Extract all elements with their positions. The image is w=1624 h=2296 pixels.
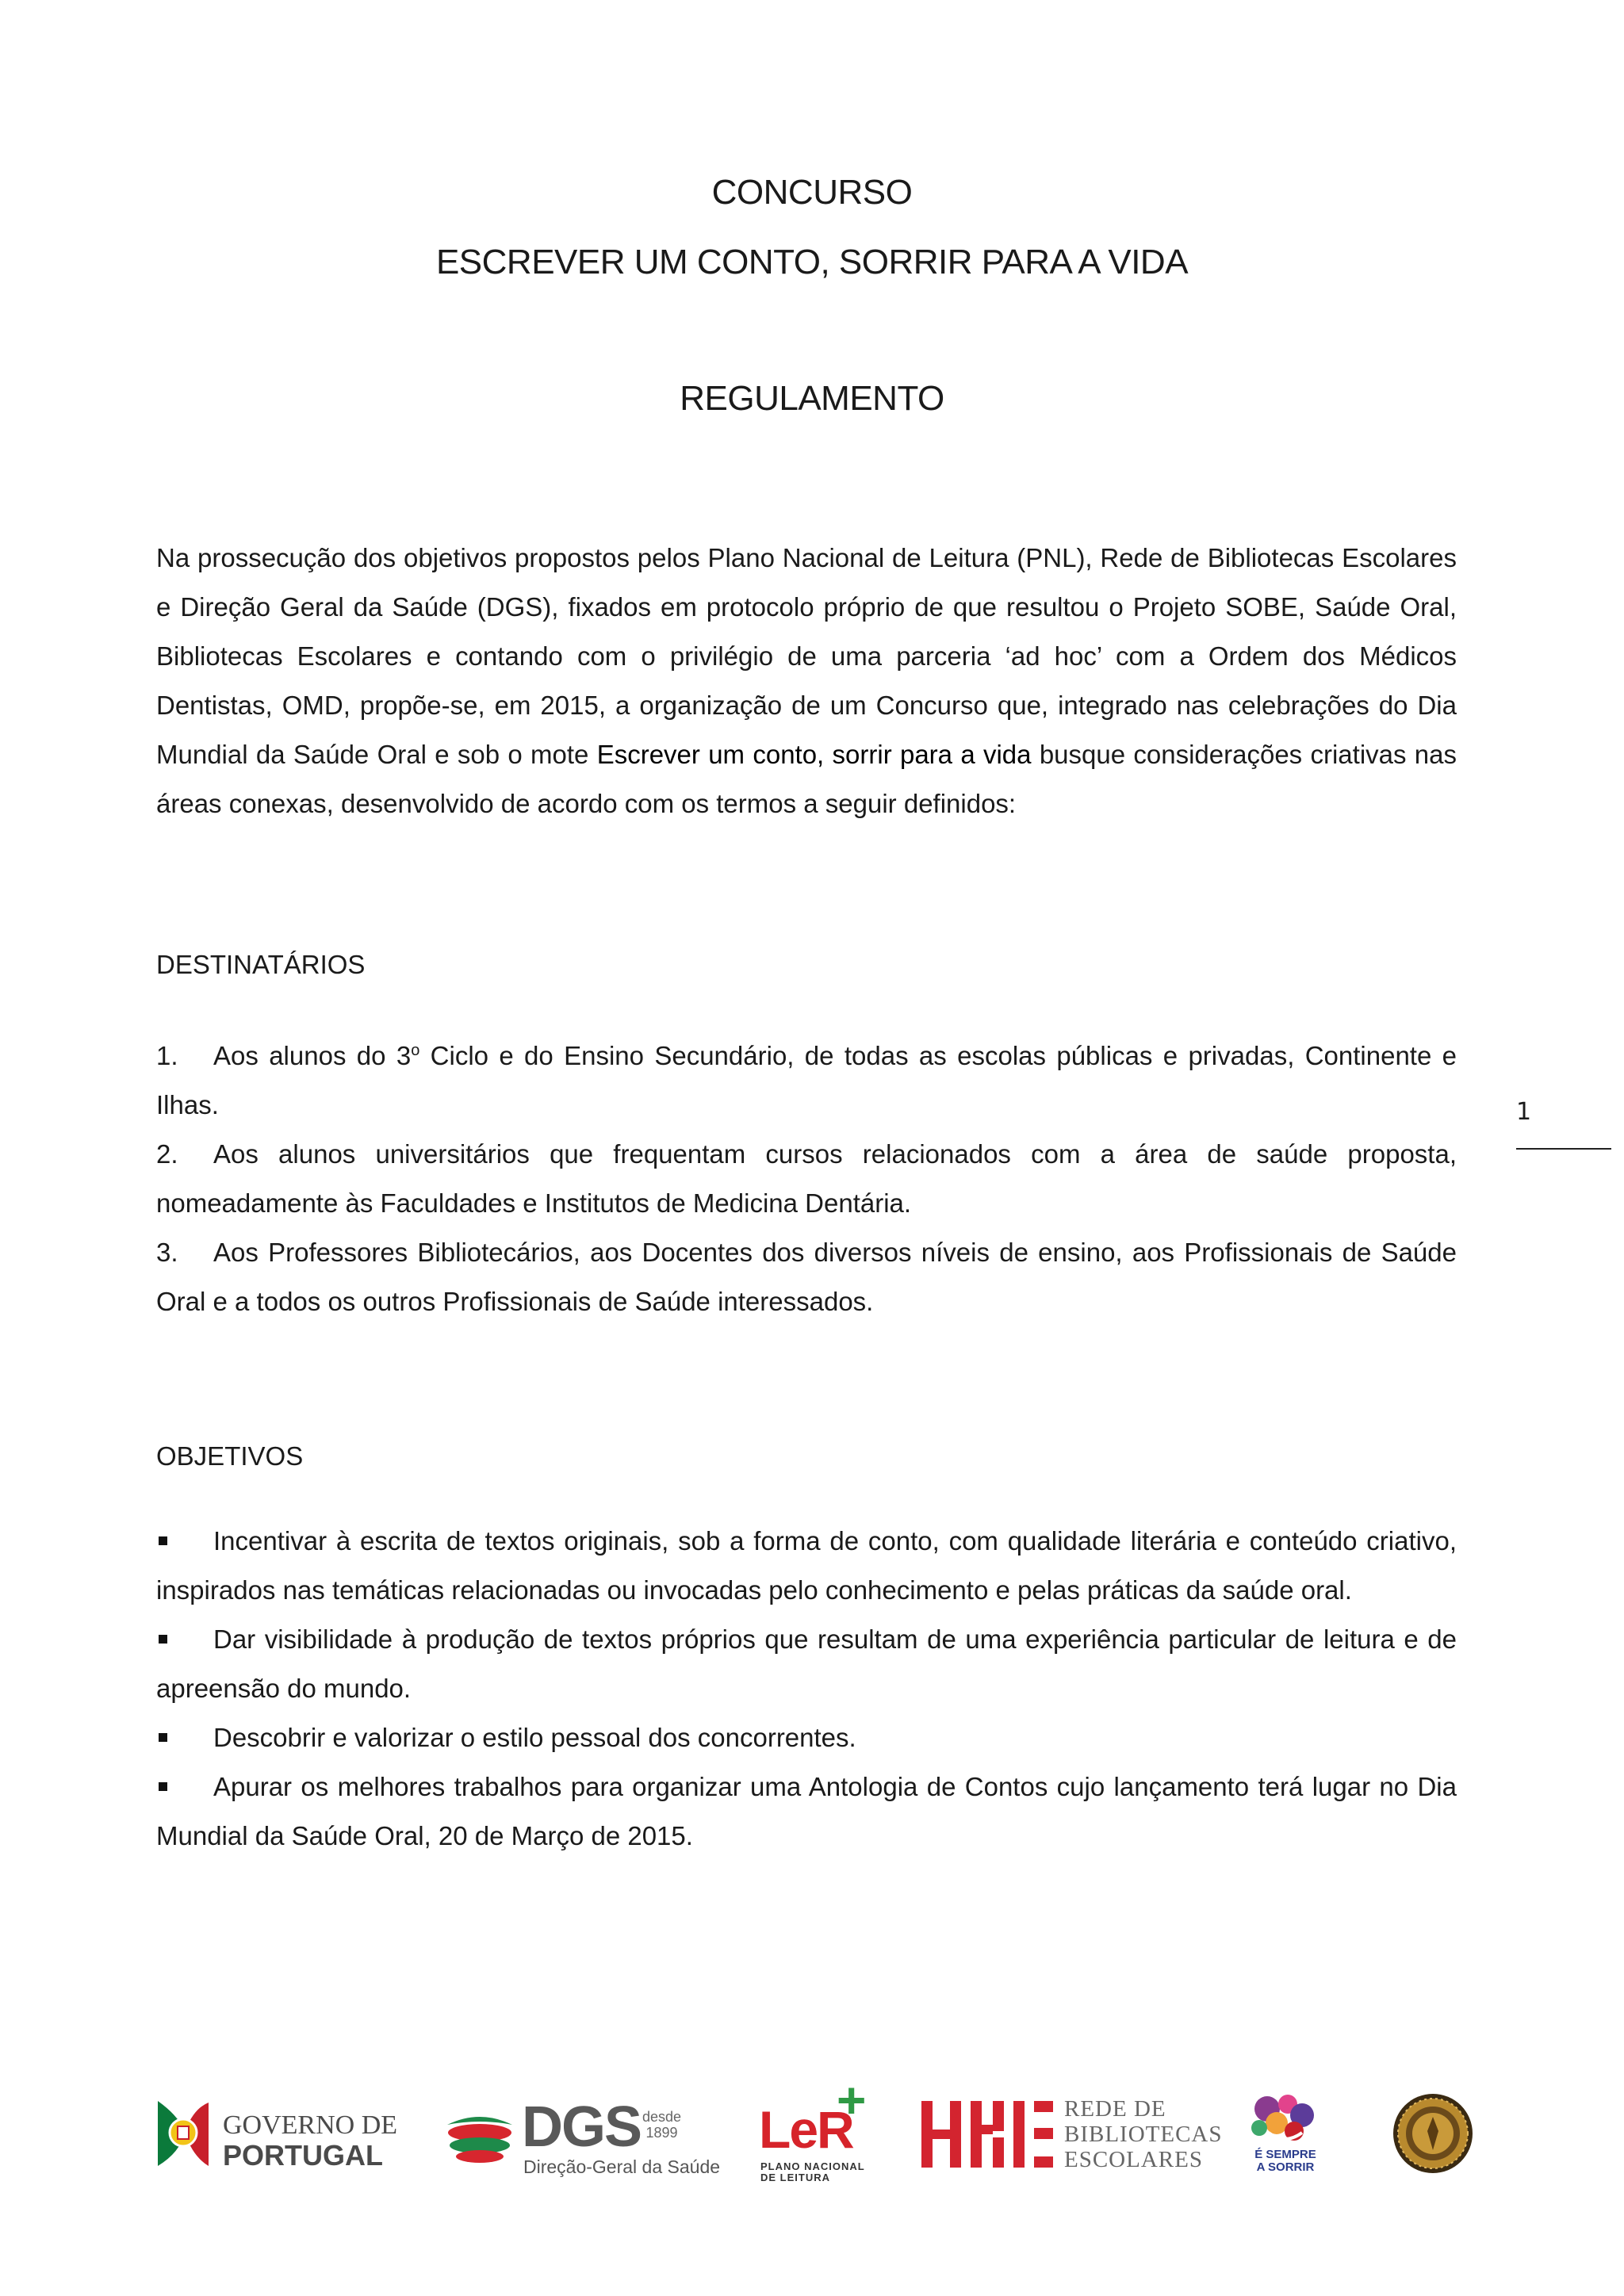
square-bullet-icon [156, 1713, 213, 1762]
rbe-line2: BIBLIOTECAS [1064, 2122, 1223, 2147]
dgs-emblem-icon [444, 2101, 515, 2172]
sempre-a-sorrir-logo [1245, 2093, 1324, 2180]
square-bullet-icon [156, 1615, 213, 1664]
ler-wordmark: LeR [759, 2100, 853, 2159]
page-number-rule [1516, 1148, 1611, 1150]
list-item [156, 1713, 1457, 1762]
list-item [156, 1228, 1457, 1326]
item-text: Aos alunos universitários que frequentam cursos relacionados com a área de saúde proposta, nomeadamente às Faculdades e Institutos de Medicina Dentária. [156, 1139, 1457, 1218]
list-number: 1. [156, 1041, 178, 1070]
square-bullet-icon [156, 1762, 213, 1812]
rbe-emblem-icon [921, 2101, 1055, 2168]
title-regulamento: REGULAMENTO [680, 379, 944, 418]
footer-logos [0, 2072, 1624, 2196]
rbe-line1: REDE DE [1064, 2096, 1166, 2122]
governo-line2: PORTUGAL [223, 2139, 383, 2172]
dgs-acronym: DGS [522, 2095, 642, 2159]
title-concurso: CONCURSO [711, 173, 913, 212]
item-text: Aos Professores Bibliotecários, aos Docentes dos diversos níveis de ensino, aos Profissionais de Saúde Oral e a todos os outros Profissionais de Saúde interessados. [156, 1238, 1457, 1316]
rbe-text [1064, 2096, 1223, 2172]
governo-line1: GOVERNO DE [223, 2110, 398, 2140]
list-item [156, 1615, 1457, 1713]
ler-sub-line2: DE LEITURA [760, 2172, 830, 2183]
destinatarios-list [156, 1026, 1457, 1326]
item-text: Aos alunos do 3 [213, 1041, 412, 1070]
intro-text-part1: Na prossecução dos objetivos propostos pelos Plano Nacional de Leitura (PNL), Rede de Bibliotecas Escolares e Direção Geral da Saúde (DGS), fixados em protocolo próprio de que resultou o Projeto SOBE, Saúde Oral, Bibliotecas Escolares e contando com o privilégio de uma parceria ‘ad hoc’ com a Ordem dos Médicos Dentistas, OMD, propõe-se, em 2015, a organização de um Concurso que, integrado nas celebrações do Dia Mundial da Saúde Oral e sob o mote [156, 543, 1457, 769]
ler-plano-nacional-logo [757, 2072, 884, 2185]
dgs-logo [444, 2095, 721, 2182]
rbe-line3: ESCOLARES [1064, 2147, 1203, 2172]
dgs-since [642, 2109, 681, 2141]
title-contest-name: ESCREVER UM CONTO, SORRIR PARA A VIDA [435, 243, 1189, 281]
portugal-emblem-icon [153, 2093, 210, 2172]
intro-paragraph [156, 534, 1457, 828]
item-text: Dar visibilidade à produção de textos próprios que resultam de uma experiência particular de leitura e de apreensão do mundo. [156, 1624, 1457, 1703]
superscript-ordinal: o [411, 1042, 420, 1059]
dgs-since-year: 1899 [645, 2125, 678, 2141]
ler-subtitle [760, 2161, 865, 2183]
dgs-subtitle: Direção-Geral da Saúde [523, 2156, 721, 2177]
sorrir-artwork-icon [1245, 2093, 1324, 2149]
ler-sub-line1: PLANO NACIONAL [760, 2160, 865, 2172]
item-text: Descobrir e valorizar o estilo pessoal dos concorrentes. [213, 1723, 856, 1752]
heading-destinatarios: DESTINATÁRIOS [156, 950, 366, 979]
square-bullet-icon [156, 1517, 213, 1566]
list-number: 3. [156, 1238, 178, 1267]
governo-de-portugal-logo [153, 2093, 398, 2180]
omd-seal-logo [1391, 2091, 1475, 2175]
item-text: Ciclo e do Ensino Secundário, de todas as escolas públicas e privadas, Continente e Ilhas. [156, 1041, 1457, 1119]
heading-objetivos: OBJETIVOS [156, 1441, 304, 1471]
rbe-logo [921, 2096, 1223, 2175]
intro-text-part2: busque considerações criativas nas áreas conexas, desenvolvido de acordo com os termos a seguir definidos: [156, 740, 1457, 818]
list-item [156, 1026, 1457, 1130]
dgs-since-label: desde [642, 2109, 682, 2125]
sorrir-text [1250, 2149, 1321, 2174]
item-text: Apurar os melhores trabalhos para organizar uma Antologia de Contos cujo lançamento terá lugar no Dia Mundial da Saúde Oral, 20 de Março de 2015. [156, 1772, 1457, 1850]
ler-plus-icon: + [837, 2072, 867, 2129]
objetivos-list [156, 1517, 1457, 1861]
intro-motto: Escrever um conto, sorrir para a vida [596, 740, 1032, 769]
list-item [156, 1762, 1457, 1861]
sorrir-line1: É SEMPRE [1254, 2148, 1316, 2161]
item-text: Incentivar à escrita de textos originais, sob a forma de conto, com qualidade literária e conteúdo criativo, inspirados nas temáticas relacionadas ou invocadas pelo conhecimento e pelas práticas da saúde oral. [156, 1526, 1457, 1605]
omd-seal-icon [1391, 2091, 1475, 2175]
list-item [156, 1517, 1457, 1615]
list-number: 2. [156, 1139, 178, 1169]
sorrir-line2: A SORRIR [1256, 2160, 1315, 2174]
list-item [156, 1130, 1457, 1228]
page-number: 1 [1516, 1098, 1532, 1126]
